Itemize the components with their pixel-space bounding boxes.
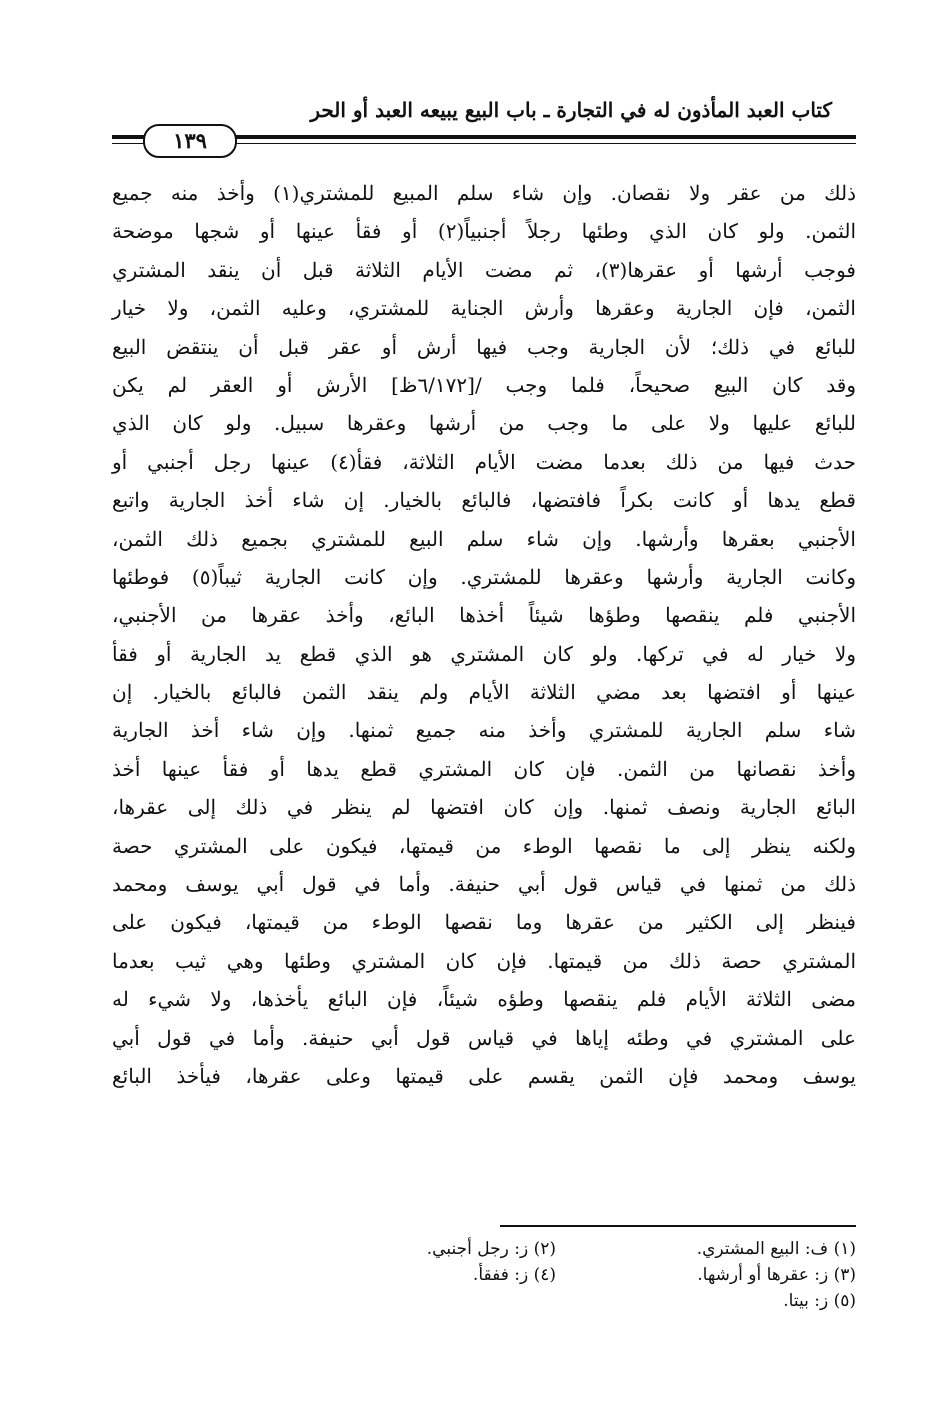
footnote-row — [256, 1262, 856, 1288]
body-line: فينظر إلى الكثير من عقرها وما نقصها الوطء من قيمتها، فيكون على — [112, 910, 856, 935]
body-line: البائع الجارية ونصف ثمنها. وإن كان افتضها لم ينظر في ذلك إلى عقرها، — [112, 795, 856, 820]
body-line: وقد كان البيع صحيحاً، فلما وجب /[٦/١٧٢ظ] الأرش أو العقر لم يكن — [112, 372, 856, 397]
body-line: للبائع عليها ولا على ما وجب من أرشها وعقرها سبيل. ولو كان الذي — [112, 411, 856, 436]
body-line: قطع يدها أو كانت بكراً فافتضها، فالبائع بالخيار. إن شاء أخذ الجارية واتبع — [112, 488, 856, 513]
body-line: يوسف ومحمد فإن الثمن يقسم على قيمتها وعلى عقرها، فيأخذ البائع — [112, 1063, 856, 1088]
body-line: للبائع في ذلك؛ لأن الجارية وجب فيها أرش أو عقر قبل أن ينتقض البيع — [112, 334, 856, 359]
body-line: مضى الثلاثة الأيام فلم ينقصها وطؤه شيئاً، فإن البائع يأخذها، ولا شيء له — [112, 987, 856, 1012]
body-line: ولا خيار له في تركها. ولو كان المشتري هو الذي قطع يد الجارية أو فقأ — [112, 641, 856, 666]
footnote-separator — [500, 1225, 856, 1227]
footnote: (٣) ز: عقرها أو أرشها. — [697, 1265, 856, 1285]
footnote-row — [256, 1236, 856, 1262]
body-text — [112, 174, 856, 1095]
body-line: الثمن، فإن الجارية وعقرها وأرش الجناية للمشتري، وعليه الثمن، ولا خيار — [112, 296, 856, 321]
body-line: شاء سلم الجارية للمشتري وأخذ منه جميع ثمنها. وإن شاء أخذ الجارية — [112, 718, 856, 743]
body-line: ذلك من ثمنها في قياس قول أبي حنيفة. وأما في قول أبي يوسف ومحمد — [112, 872, 856, 897]
body-line: على المشتري في وطئه إياها في قياس قول أبي حنيفة. وأما في قول أبي — [112, 1025, 856, 1050]
footnote: (٥) ز: بيتا. — [783, 1291, 856, 1311]
body-line: ذلك من عقر ولا نقصان. وإن شاء سلم المبيع للمشتري(١) وأخذ منه جميع — [112, 181, 857, 205]
body-line: حدث فيها من ذلك بعدما مضت الأيام الثلاثة، فقأ(٤) عينها رجل أجنبي أو — [112, 449, 856, 474]
body-line: الأجنبي بعقرها وأرشها. وإن شاء سلم البيع للمشتري بجميع ذلك الثمن، — [112, 526, 856, 551]
body-line: ولكنه ينظر إلى ما نقصها الوطء من قيمتها، فيكون على المشتري حصة — [112, 833, 856, 858]
body-line: الثمن. ولو كان الذي وطئها رجلاً أجنبياً(٢) أو فقأ عينها أو شجها موضحة — [112, 219, 857, 244]
footnotes — [256, 1236, 856, 1314]
running-title: كتاب العبد المأذون له في التجارة ـ باب البيع يبيعه العبد أو الحر — [310, 98, 832, 122]
body-line: عينها أو افتضها بعد مضي الثلاثة الأيام ولم ينقد الثمن فالبائع بالخيار. إن — [112, 680, 856, 705]
body-line: وكانت الجارية وأرشها وعقرها للمشتري. وإن كانت الجارية ثيباً(٥) فوطئها — [112, 564, 856, 589]
footnote: (٤) ز: ففقأ. — [472, 1265, 556, 1285]
page-number: ١٣٩ — [143, 124, 237, 158]
body-line: المشتري حصة ذلك من قيمتها. فإن كان المشتري وطئها وهي ثيب بعدما — [112, 948, 856, 973]
footnote: (٢) ز: رجل أجنبي. — [426, 1239, 556, 1259]
body-line: فوجب أرشها أو عقرها(٣)، ثم مضت الأيام الثلاثة قبل أن ينقد المشتري — [112, 257, 856, 282]
footnote-row — [256, 1288, 856, 1314]
footnote: (١) ف: البيع المشتري. — [696, 1239, 856, 1259]
body-line: الأجنبي فلم ينقصها وطؤها شيئاً أخذها البائع، وأخذ عقرها من الأجنبي، — [112, 603, 856, 628]
body-line: وأخذ نقصانها من الثمن. فإن كان المشتري قطع يدها أو فقأ عينها أخذ — [112, 756, 856, 781]
